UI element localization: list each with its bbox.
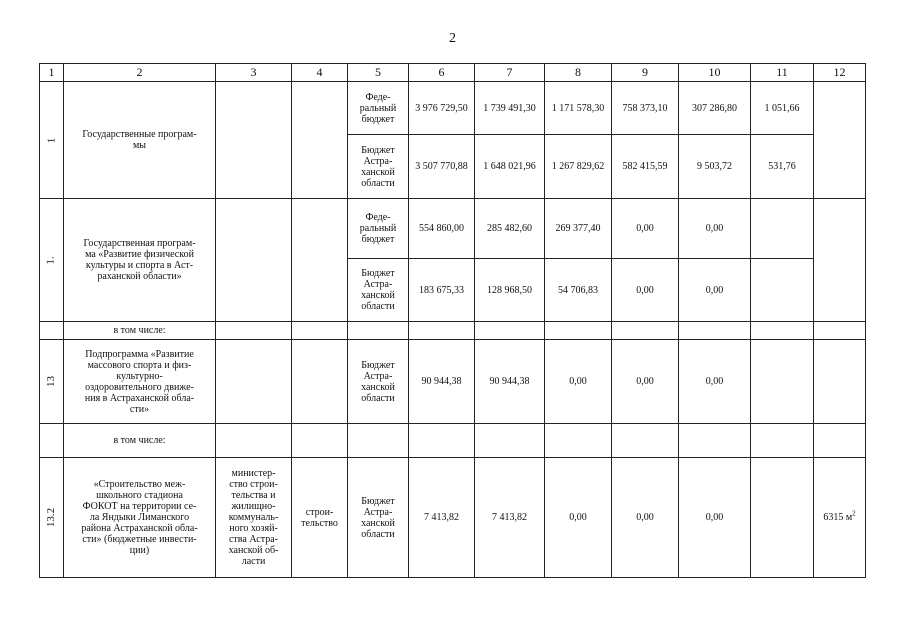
- program-name: Подпрограмма «Развитие массового спорта и физ- культурно- оздоровительного движе- ния в Астраханской обла- сти»: [64, 340, 216, 424]
- value-cell: 0,00: [612, 199, 679, 259]
- page-number: 2: [449, 31, 456, 46]
- empty-cell: [409, 322, 475, 340]
- table-row: [40, 340, 866, 424]
- value-cell: 7 413,82: [475, 458, 545, 578]
- value-cell: 90 944,38: [409, 340, 475, 424]
- value-cell: [751, 458, 814, 578]
- column-header: 10: [679, 64, 751, 82]
- program-name: Государственные програм- мы: [64, 82, 216, 199]
- funding-source: Бюджет Астра- ханской области: [348, 259, 409, 322]
- column-header: 8: [545, 64, 612, 82]
- funding-source: Бюджет Астра- ханской области: [348, 340, 409, 424]
- executor-cell: [216, 199, 292, 322]
- executor-cell: [216, 82, 292, 199]
- empty-cell: [612, 322, 679, 340]
- empty-cell: [409, 424, 475, 458]
- subheading: в том числе:: [64, 322, 216, 340]
- empty-cell: [751, 322, 814, 340]
- value-cell: 7 413,82: [409, 458, 475, 578]
- funding-source: Феде- ральный бюджет: [348, 82, 409, 135]
- value-cell: 0,00: [612, 340, 679, 424]
- value-cell: 285 482,60: [475, 199, 545, 259]
- value-cell: 0,00: [679, 458, 751, 578]
- value-cell: 0,00: [679, 340, 751, 424]
- empty-cell: [814, 424, 866, 458]
- table-row: [40, 458, 866, 578]
- type-cell: [292, 82, 348, 199]
- empty-cell: [814, 322, 866, 340]
- column-header: 7: [475, 64, 545, 82]
- column-header: 5: [348, 64, 409, 82]
- value-cell: 1 739 491,30: [475, 82, 545, 135]
- row-code: 1: [40, 82, 64, 199]
- value-cell: 269 377,40: [545, 199, 612, 259]
- table-row: [40, 424, 866, 458]
- type-cell: строи- тельство: [292, 458, 348, 578]
- value-cell: 90 944,38: [475, 340, 545, 424]
- value-cell: 582 415,59: [612, 135, 679, 199]
- budget-table: [39, 63, 866, 578]
- capacity-unit-exponent: 2: [852, 509, 856, 518]
- value-cell: 183 675,33: [409, 259, 475, 322]
- value-cell: 0,00: [545, 458, 612, 578]
- empty-cell: [216, 424, 292, 458]
- value-cell: [751, 199, 814, 259]
- column-header: 1: [40, 64, 64, 82]
- empty-cell: [751, 424, 814, 458]
- value-cell: 1 171 578,30: [545, 82, 612, 135]
- empty-cell: [348, 322, 409, 340]
- column-header: 4: [292, 64, 348, 82]
- type-cell: [292, 340, 348, 424]
- value-cell: 9 503,72: [679, 135, 751, 199]
- value-cell: 54 706,83: [545, 259, 612, 322]
- type-cell: [292, 199, 348, 322]
- row-code: 13.2: [40, 458, 64, 578]
- empty-cell: [475, 424, 545, 458]
- value-cell: 554 860,00: [409, 199, 475, 259]
- value-cell: 0,00: [612, 458, 679, 578]
- value-cell: 1 267 829,62: [545, 135, 612, 199]
- column-header: 9: [612, 64, 679, 82]
- value-cell: 531,76: [751, 135, 814, 199]
- column-header: 6: [409, 64, 475, 82]
- value-cell: 307 286,80: [679, 82, 751, 135]
- column-header: 3: [216, 64, 292, 82]
- executor-cell: [216, 340, 292, 424]
- program-name: Государственная програм- ма «Развитие физической культуры и спорта в Аст- раханской области»: [64, 199, 216, 322]
- note-cell: [814, 340, 866, 424]
- note-cell: [814, 82, 866, 199]
- value-cell: 0,00: [612, 259, 679, 322]
- row-code: 13: [40, 340, 64, 424]
- value-cell: 128 968,50: [475, 259, 545, 322]
- table-row: [40, 82, 866, 135]
- value-cell: 1 051,66: [751, 82, 814, 135]
- subheading: в том числе:: [64, 424, 216, 458]
- value-cell: 3 976 729,50: [409, 82, 475, 135]
- row-code: 1.: [40, 199, 64, 322]
- note-cell: [814, 199, 866, 322]
- row-code: [40, 322, 64, 340]
- value-cell: 758 373,10: [612, 82, 679, 135]
- funding-source: Феде- ральный бюджет: [348, 199, 409, 259]
- value-cell: 0,00: [545, 340, 612, 424]
- empty-cell: [292, 424, 348, 458]
- empty-cell: [292, 322, 348, 340]
- value-cell: 0,00: [679, 199, 751, 259]
- empty-cell: [545, 424, 612, 458]
- table-row: [40, 199, 866, 259]
- value-cell: 3 507 770,88: [409, 135, 475, 199]
- value-cell: [751, 340, 814, 424]
- capacity-cell: [814, 458, 866, 578]
- value-cell: 0,00: [679, 259, 751, 322]
- row-code: [40, 424, 64, 458]
- empty-cell: [475, 322, 545, 340]
- capacity-value: 6315 м: [823, 512, 853, 523]
- empty-cell: [612, 424, 679, 458]
- empty-cell: [545, 322, 612, 340]
- executor-cell: министер- ство строи- тельства и жилищно- коммуналь- ного хозяй- ства Астра- ханской об- ласти: [216, 458, 292, 578]
- empty-cell: [679, 424, 751, 458]
- header-row: [40, 64, 866, 82]
- column-header: 2: [64, 64, 216, 82]
- value-cell: [751, 259, 814, 322]
- empty-cell: [679, 322, 751, 340]
- value-cell: 1 648 021,96: [475, 135, 545, 199]
- funding-source: Бюджет Астра- ханской области: [348, 458, 409, 578]
- empty-cell: [216, 322, 292, 340]
- column-header: 11: [751, 64, 814, 82]
- empty-cell: [348, 424, 409, 458]
- table-row: [40, 322, 866, 340]
- funding-source: Бюджет Астра- ханской области: [348, 135, 409, 199]
- column-header: 12: [814, 64, 866, 82]
- program-name: «Строительство меж- школьного стадиона ФОКОТ на территории се- ла Яндыки Лиманского района Астраханской обла- сти» (бюджетные инвести- ции): [64, 458, 216, 578]
